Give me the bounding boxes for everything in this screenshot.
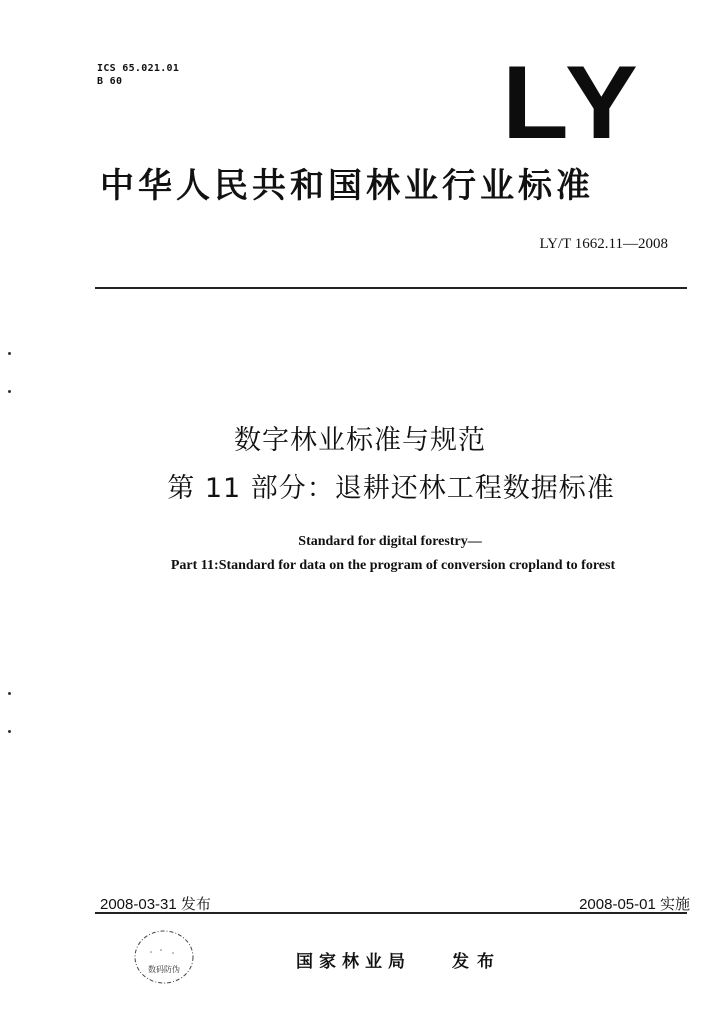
classification-codes [97,62,179,88]
title-zh-line-1: 数字林业标准与规范 [234,425,486,456]
title-en-line-1: Standard for digital forestry— [298,534,482,549]
ly-logo: LY [502,45,645,161]
bottom-divider [95,912,687,914]
top-divider [95,287,687,289]
edge-mark [8,352,11,355]
publish-label: 发布 [452,952,502,972]
implementation-date: 2008-05-01 实施 [579,896,690,913]
edge-mark [8,390,11,393]
standard-number: LY/T 1662.11—2008 [539,236,668,252]
standard-category-title: 中华人民共和国林业行业标准 [100,166,594,206]
publisher-name: 国家林业局 [296,952,411,972]
ccs-code: B 60 [97,76,123,87]
stamp-text: 数码防伪 [148,965,180,974]
anti-counterfeit-stamp [133,928,195,986]
edge-mark [8,730,11,733]
issue-date: 2008-03-31 发布 [100,896,211,913]
edge-mark [8,692,11,695]
ics-code: ICS 65.021.01 [97,63,180,74]
title-zh-line-2: 第 11 部分：退耕还林工程数据标准 [167,473,615,504]
title-en-line-2: Part 11:Standard for data on the program of conversion cropland to forest [170,558,616,573]
